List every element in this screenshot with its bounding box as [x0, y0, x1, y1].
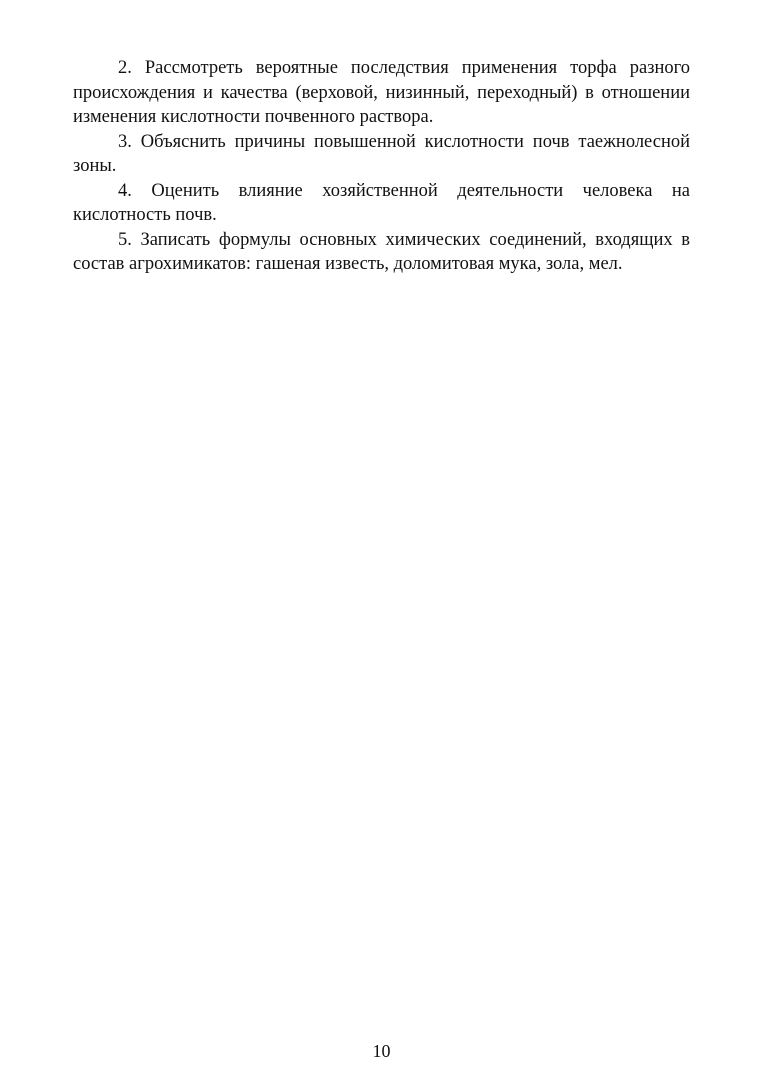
document-body	[73, 56, 690, 277]
task-item-4: 4. Оценить влияние хозяйственной деятельности человека на кислотность почв.	[73, 180, 690, 225]
task-item-5: 5. Записать формулы основных химических соединений, входящих в состав агрохимикатов: гашеная известь, доломитовая мука, зола, мел.	[73, 229, 690, 274]
page-number: 10	[372, 1041, 391, 1061]
task-item-3: 3. Объяснить причины повышенной кислотности почв таежнолесной зоны.	[73, 131, 690, 176]
task-item-2: 2. Рассмотреть вероятные последствия применения торфа разного происхождения и качества (верховой, низинный, переходный) в отношении изменения кислотности почвенного раствора.	[73, 58, 690, 127]
